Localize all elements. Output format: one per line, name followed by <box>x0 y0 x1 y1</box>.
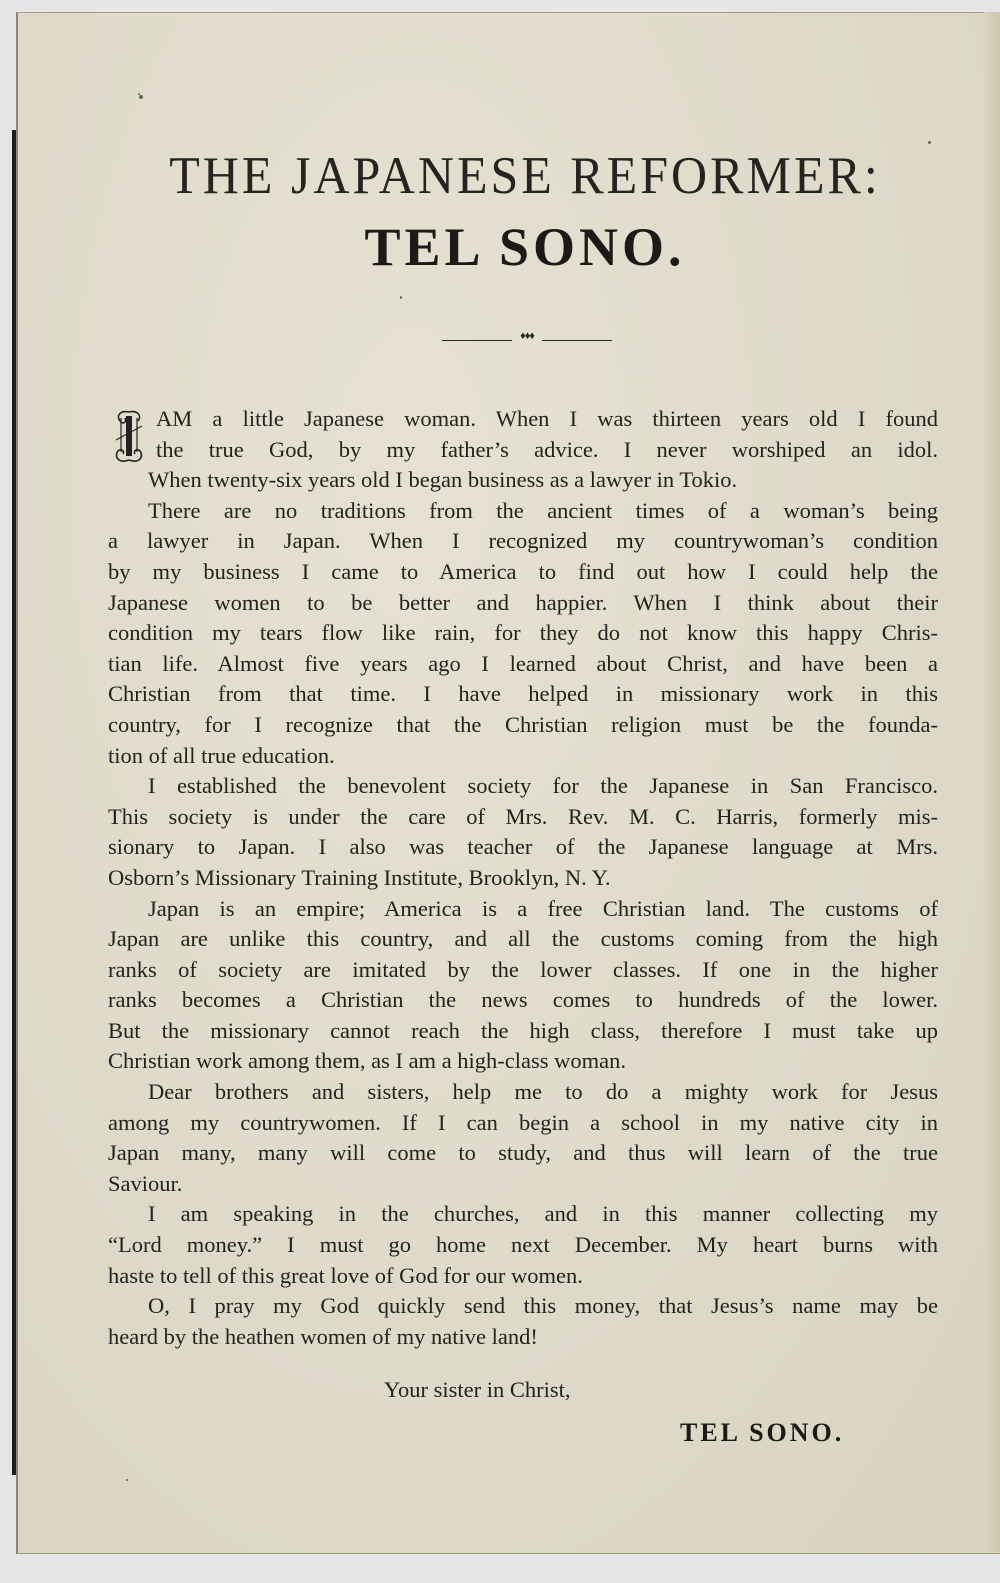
text-line: Christian from that time. I have helped in missionary work in this <box>108 681 938 707</box>
text-line: Dear brothers and sisters, help me to do a mighty work for Jesus <box>148 1079 938 1105</box>
paper-speck <box>126 1479 128 1481</box>
text-line: haste to tell of this great love of God for our women. <box>108 1262 583 1288</box>
text-line: Saviour. <box>108 1170 183 1196</box>
ornament-rule-right <box>542 340 612 341</box>
text-line: This society is under the care of Mrs. Rev. M. C. Harris, formerly mis- <box>108 803 938 829</box>
text-line: by my business I came to America to find out how I could help the <box>108 558 938 584</box>
letter-signature: TEL SONO. <box>680 1418 845 1447</box>
paper-speck <box>139 95 143 99</box>
ornament-rule-left <box>442 340 512 341</box>
paper-speck <box>400 296 402 299</box>
decorative-drop-cap-icon <box>112 406 146 468</box>
text-line: Christian work among them, as I am a high-class woman. <box>108 1048 627 1074</box>
text-line: the true God, by my father’s advice. I never worshiped an idol. <box>156 436 938 462</box>
text-line: heard by the heathen women of my native land! <box>108 1323 538 1349</box>
page-subtitle: TEL SONO. <box>364 217 686 277</box>
text-line: among my countrywomen. If I can begin a school in my native city in <box>108 1109 938 1135</box>
text-line: O, I pray my God quickly send this money, that Jesus’s name may be <box>148 1293 938 1319</box>
letter-body <box>108 404 938 1352</box>
text-line: There are no traditions from the ancient times of a woman’s being <box>148 497 938 523</box>
text-line: country, for I recognize that the Christian religion must be the founda- <box>108 711 938 737</box>
text-line: sionary to Japan. I also was teacher of the Japanese language at Mrs. <box>108 834 938 860</box>
text-line: condition my tears flow like rain, for they do not know this happy Chris- <box>108 620 938 646</box>
text-line: I am speaking in the churches, and in this manner collecting my <box>148 1201 938 1227</box>
text-line: tian life. Almost five years ago I learned about Christ, and have been a <box>108 650 938 676</box>
text-line: When twenty-six years old I began business as a lawyer in Tokio. <box>148 467 738 493</box>
paper-speck <box>928 141 931 144</box>
text-line: “Lord money.” I must go home next December. My heart burns with <box>108 1232 938 1258</box>
page-title: THE JAPANESE REFORMER: <box>169 145 881 204</box>
text-line: ranks of society are imitated by the lower classes. If one in the higher <box>108 956 938 982</box>
text-line: Japan is an empire; America is a free Christian land. The customs of <box>148 895 938 921</box>
text-line: a lawyer in Japan. When I recognized my countrywoman’s condition <box>108 528 938 554</box>
text-line: But the missionary cannot reach the high class, therefore I must take up <box>108 1017 938 1043</box>
text-line: I established the benevolent society for the Japanese in San Francisco. <box>148 773 938 799</box>
text-line: Osborn’s Missionary Training Institute, Brooklyn, N. Y. <box>108 864 611 890</box>
ornament-diamonds-icon: ♦♦♦ <box>520 330 534 342</box>
text-line: Japan are unlike this country, and all the customs coming from the high <box>108 926 938 952</box>
section-ornament <box>442 330 612 347</box>
letter-closing: Your sister in Christ, <box>384 1377 571 1402</box>
text-line: ranks becomes a Christian the news comes to hundreds of the lower. <box>108 987 938 1013</box>
text-line: Japan many, many will come to study, and thus will learn of the true <box>108 1140 938 1166</box>
text-line: AM a little Japanese woman. When I was thirteen years old I found <box>156 406 938 431</box>
text-line: tion of all true education. <box>108 742 335 768</box>
text-line: Japanese women to be better and happier. When I think about their <box>108 589 938 615</box>
